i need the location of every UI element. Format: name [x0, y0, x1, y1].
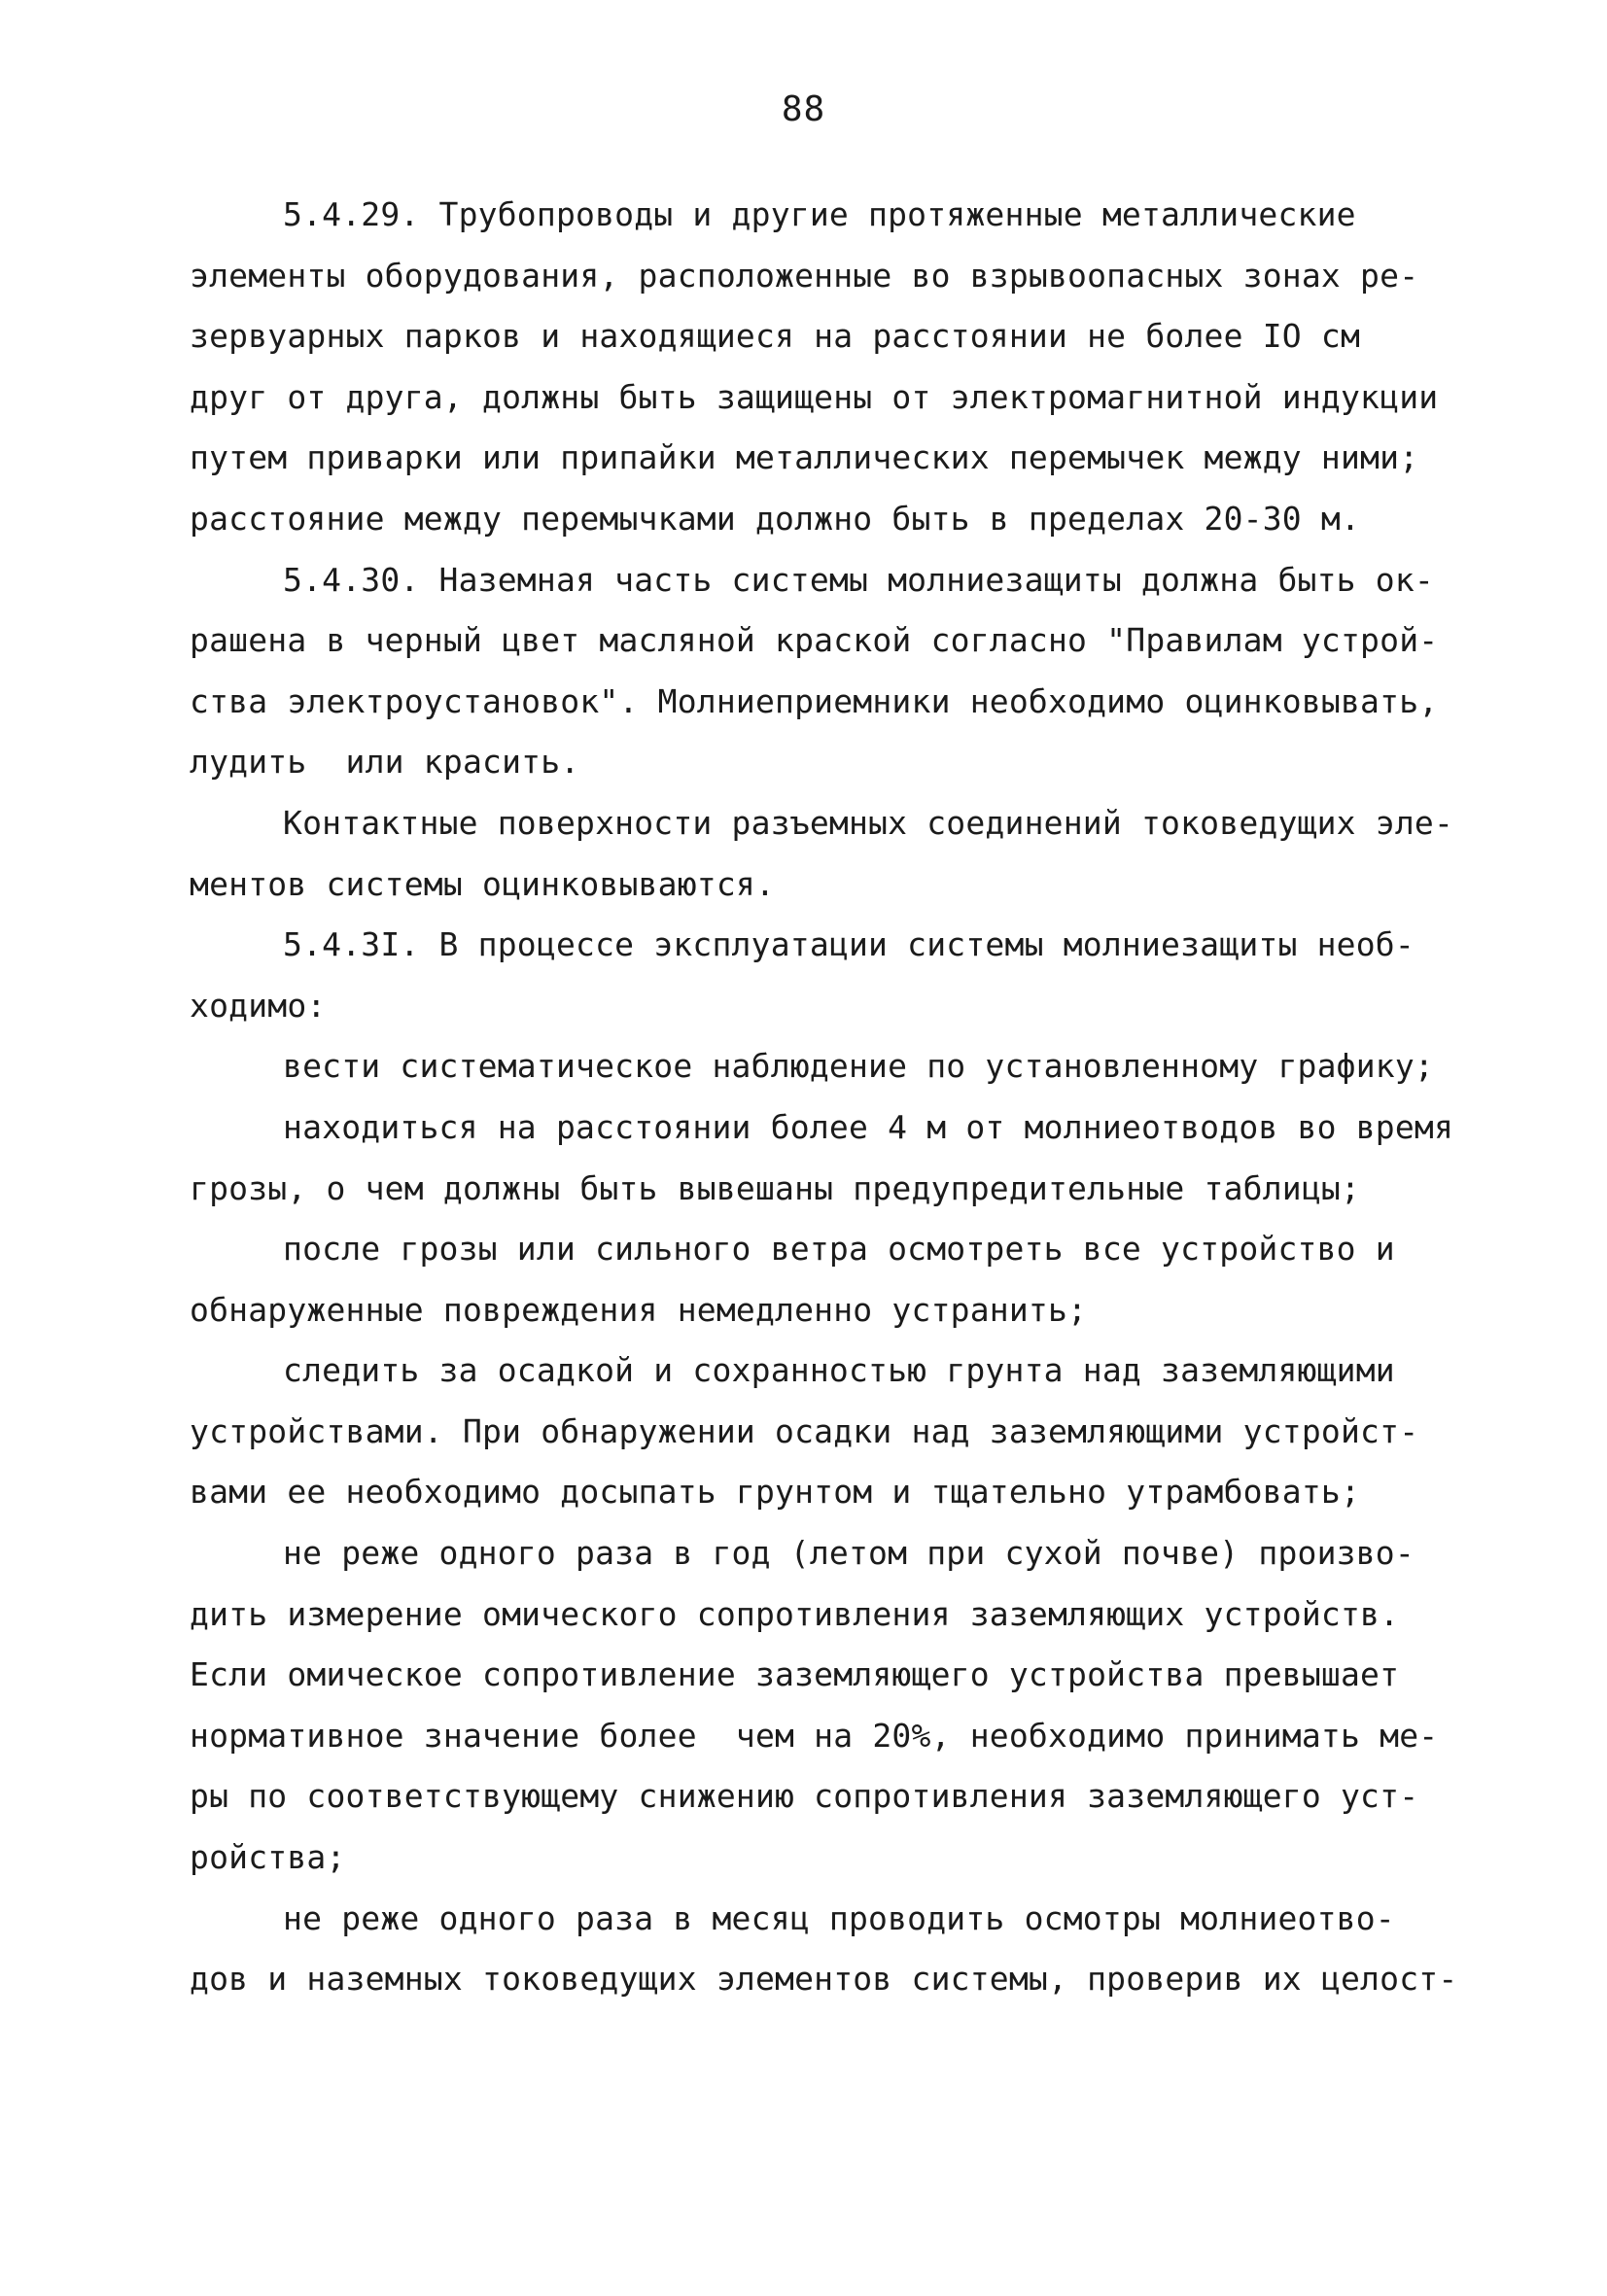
text-line: после грозы или сильного ветра осмотреть все устройство и [283, 1230, 1395, 1269]
text-line: рашена в черный цвет масляной краской согласно "Правилам устрой- [190, 621, 1439, 660]
text-line: 5.4.3I. В процессе эксплуатации системы молниезащиты необ- [283, 925, 1415, 964]
text-line: Контактные поверхности разъемных соединений токоведущих эле- [283, 803, 1454, 842]
text-line: устройствами. При обнаружении осадки над заземляющими устройст- [190, 1411, 1419, 1450]
text-line: вести систематическое наблюдение по установленному графику; [283, 1047, 1434, 1086]
text-line: ходимо: [190, 986, 327, 1025]
text-line: следить за осадкой и сохранностью грунта над заземляющими [283, 1351, 1395, 1390]
text-line: Если омическое сопротивление заземляющего устройства превышает [190, 1655, 1400, 1694]
text-line: вами ее необходимо досыпать грунтом и тщательно утрамбовать; [190, 1473, 1361, 1512]
text-line: путем приварки или припайки металлических перемычек между ними; [190, 438, 1419, 477]
text-line: зервуарных парков и находящиеся на расстоянии не более IO см [190, 317, 1361, 356]
text-line: ройства; [190, 1838, 346, 1877]
text-line: не реже одного раза в месяц проводить осмотры молниеотво- [283, 1898, 1395, 1937]
text-line: 5.4.30. Наземная часть системы молниезащиты должна быть ок- [283, 560, 1434, 599]
text-line: элементы оборудования, расположенные во взрывоопасных зонах ре- [190, 256, 1419, 295]
text-line: ры по соответствующему снижению сопротивления заземляющего уст- [190, 1777, 1419, 1816]
text-line: ментов системы оцинковываются. [190, 864, 776, 903]
text-line: грозы, о чем должны быть вывешаны предупредительные таблицы; [190, 1168, 1361, 1207]
text-line: нормативное значение более чем на 20%, необходимо принимать ме- [190, 1716, 1439, 1755]
text-line: 5.4.29. Трубопроводы и другие протяженные металлические [283, 195, 1356, 233]
text-line: не реже одного раза в год (летом при сухой почве) произво- [283, 1534, 1415, 1573]
text-line: обнаруженные повреждения немедленно устранить; [190, 1290, 1088, 1329]
text-line: ства электроустановок". Молниеприемники необходимо оцинковывать, [190, 681, 1439, 720]
text-line: дить измерение омического сопротивления заземляющих устройств. [190, 1594, 1400, 1633]
text-line: расстояние между перемычками должно быть в пределах 20-30 м. [190, 499, 1361, 538]
text-line: дов и наземных токоведущих элементов системы, проверив их целост- [190, 1960, 1458, 1999]
text-line: находиться на расстоянии более 4 м от молниеотводов во время [283, 1107, 1454, 1146]
page-number: 88 [781, 89, 826, 129]
body-text [190, 185, 1458, 2010]
text-line: друг от друга, должны быть защищены от электромагнитной индукции [190, 377, 1439, 416]
text-line: лудить или красить. [190, 743, 580, 782]
